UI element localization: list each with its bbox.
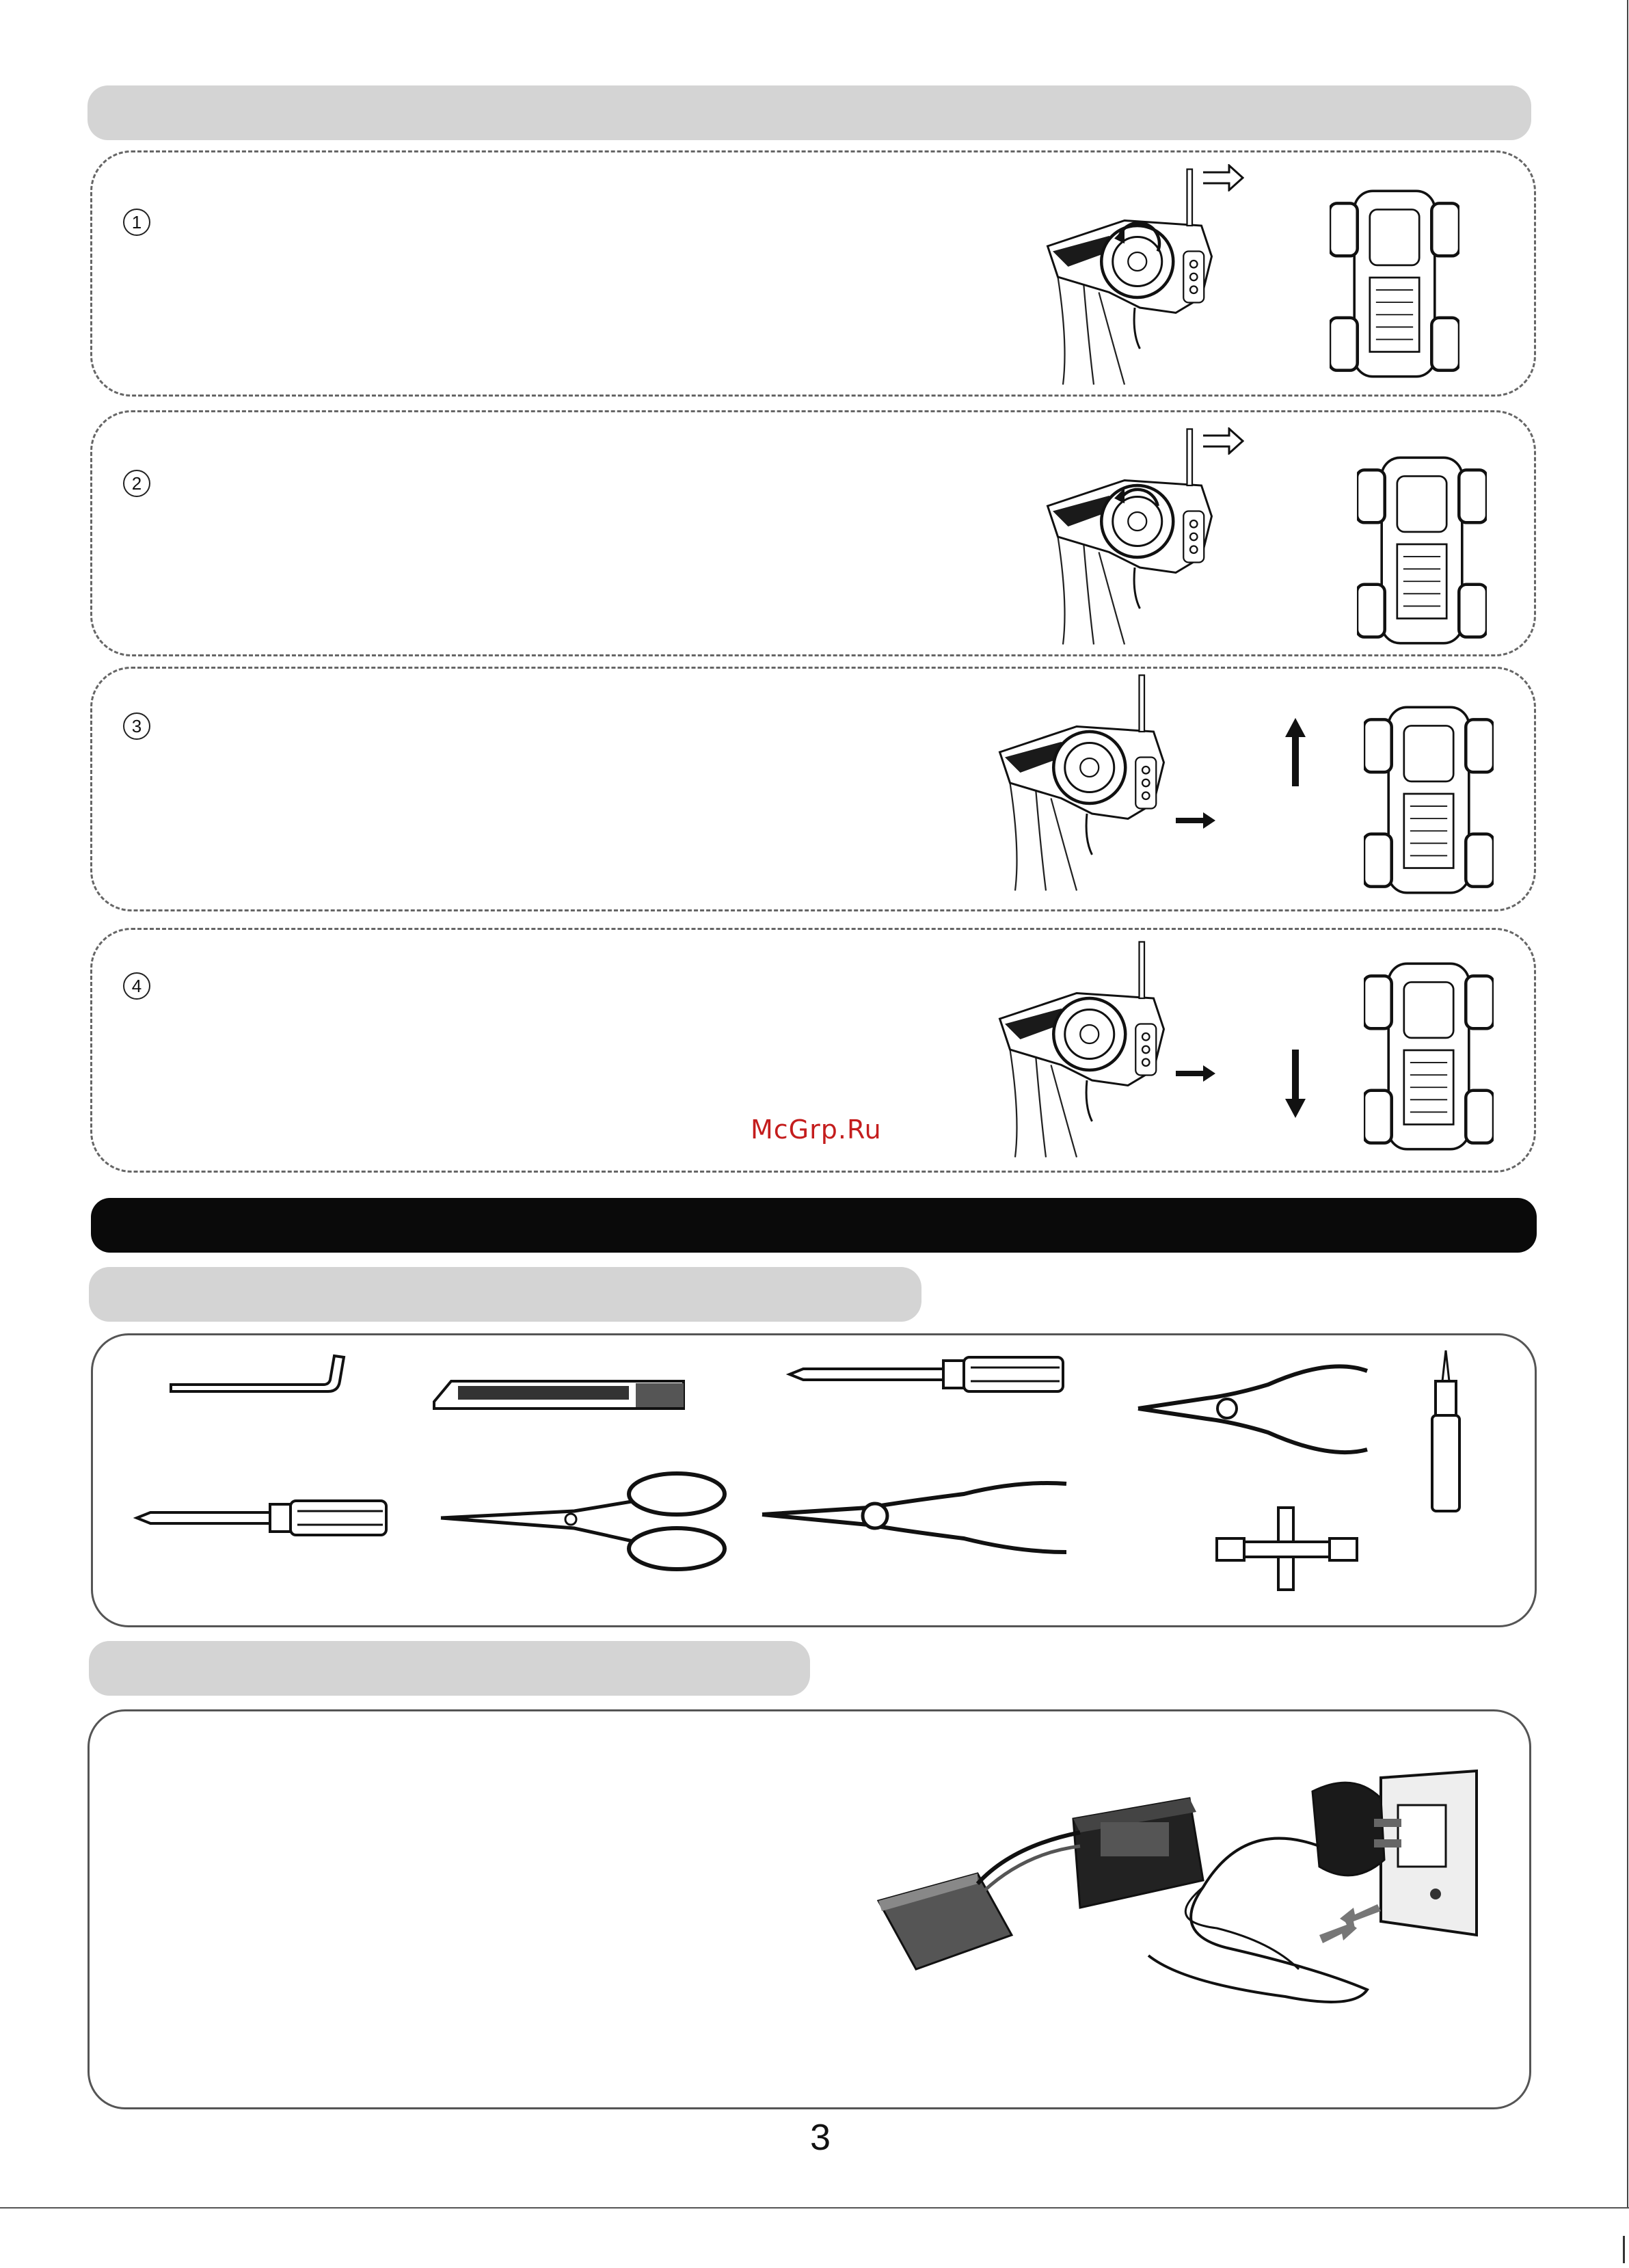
- transmitter-throttle-forward-illustration: [957, 670, 1217, 896]
- car-turn-left-illustration: [1357, 451, 1487, 650]
- arrow-right-icon: [1176, 1065, 1217, 1082]
- car-reverse-illustration: [1364, 957, 1494, 1156]
- direction-arrow-right-icon: [1203, 427, 1244, 455]
- page-border-right: [1627, 0, 1628, 2209]
- page-border-bottom: [0, 2207, 1629, 2209]
- transmitter-steer-left-illustration: [1005, 424, 1265, 650]
- tools-section-header-bar: [91, 1198, 1537, 1253]
- side-cutter-pliers-icon: [1131, 1357, 1384, 1463]
- step-panel-2: [90, 410, 1536, 656]
- arrow-down-icon: [1285, 1050, 1306, 1118]
- arrow-up-icon: [1285, 718, 1306, 786]
- car-forward-illustration: [1364, 701, 1494, 899]
- step-number-1: 1: [123, 209, 150, 236]
- step-panel-3: [90, 667, 1536, 911]
- steering-section-bar: [87, 85, 1531, 140]
- car-turn-right-illustration: [1330, 185, 1459, 383]
- battery-charging-illustration: [875, 1764, 1524, 2092]
- needle-nose-pliers-icon: [759, 1473, 1073, 1562]
- page-number: 3: [810, 2117, 831, 2158]
- phillips-screwdriver-icon: [786, 1354, 1066, 1395]
- hex-key-icon: [167, 1354, 352, 1409]
- step-number-4: 4: [123, 972, 150, 1000]
- transmitter-throttle-reverse-illustration: [957, 937, 1217, 1162]
- scissors-icon: [437, 1470, 731, 1573]
- cross-wrench-icon: [1213, 1504, 1364, 1593]
- oil-bottle-icon: [1422, 1347, 1470, 1518]
- direction-arrow-right-icon: [1203, 164, 1244, 191]
- charging-subheader-bar: [89, 1641, 810, 1696]
- flathead-screwdriver-icon: [133, 1497, 393, 1538]
- utility-knife-icon: [431, 1378, 690, 1412]
- tools-subheader-bar: [89, 1267, 921, 1322]
- step-number-2: 2: [123, 470, 150, 497]
- arrow-right-icon: [1176, 812, 1217, 829]
- step-panel-1: [90, 150, 1536, 397]
- transmitter-steer-right-illustration: [1005, 164, 1265, 390]
- page-corner-mark: [1623, 2236, 1625, 2263]
- watermark-text: McGrp.Ru: [751, 1115, 882, 1145]
- step-number-3: 3: [123, 712, 150, 740]
